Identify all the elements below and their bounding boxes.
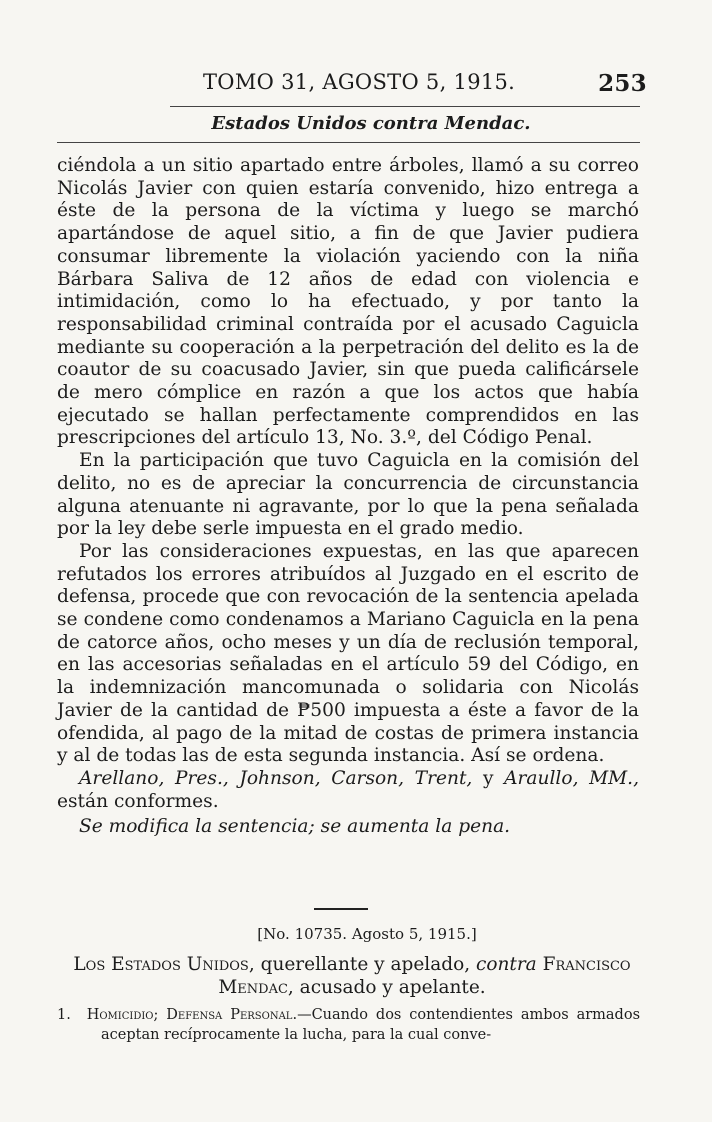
- opinion-text: [57, 155, 639, 839]
- syllabus-item-number: 1.: [57, 1007, 71, 1023]
- party-defendant: Francisco Mendac: [218, 954, 631, 998]
- judges-names: Arellano, Pres., Johnson, Carson, Trent,: [79, 767, 473, 789]
- judges-conjunction: y: [472, 767, 505, 789]
- syllabus-item: [57, 1005, 640, 1045]
- paragraph-3: Por las consideraciones expuestas, en las que aparecen refutados los errores atribuídos al Juzgado en el escrito de defensa, procede que con revocación de la sentencia apelada se condene como condenamos a Mariano Caguicla en la pena de catorce años, ocho meses y un día de reclusión temporal, en las accesorias señaladas en el artículo 59 del Código, en la indemnización mancomunada o solidaria con Nicolás Javier de la cantidad de ₱500 impuesta a éste a favor de la ofendida, al pago de la mitad de costas de primera instancia y al de todas las de esta segunda instancia. Así se ordena.: [57, 540, 639, 767]
- verdict-line: Se modifica la sentencia; se aumenta la pena.: [79, 816, 511, 838]
- party-plaintiff-role: , querellante y apelado,: [248, 954, 476, 975]
- syllabus: [57, 1005, 640, 1045]
- party-plaintiff: Los Estados Unidos: [73, 954, 249, 975]
- header-rule-top: [170, 106, 640, 107]
- contra-word: contra: [475, 954, 537, 975]
- case-parties: [57, 953, 647, 999]
- judges-tail: están conformes.: [57, 790, 219, 812]
- header-rule-bottom: [57, 142, 640, 143]
- page-number: 253: [598, 70, 647, 97]
- syllabus-text: —Cuando dos contendientes ambos armados aceptan recíprocamente la lucha, para la cual conve-: [101, 1007, 641, 1043]
- case-number-line: [No. 10735. Agosto 5, 1915.]: [257, 925, 477, 943]
- party-defendant-role: , acusado y apelante.: [287, 977, 486, 998]
- judges-line: [57, 768, 639, 813]
- case-title: Estados Unidos contra Mendac.: [211, 113, 531, 134]
- section-divider: [314, 908, 368, 910]
- running-title: TOMO 31, AGOSTO 5, 1915.: [203, 70, 516, 94]
- paragraph-1: ciéndola a un sitio apartado entre árboles, llamó a su correo Nicolás Javier con quien estaría convenido, hizo entrega a éste de la persona de la víctima y luego se marchó apartándose de aquel sitio, a fin de que Javier pudiera consumar libremente la violación yaciendo con la niña Bárbara Saliva de 12 años de edad con violencia e intimidación, como lo ha efectuado, y por tanto la responsabilidad criminal contraída por el acusado Caguicla mediante su cooperación a la perpetración del delito es la de coautor de su coacusado Javier, sin que pueda calificársele de mero cómplice en razón a que los actos que había ejecutado se hallan perfectamente comprendidos en las prescripciones del artículo 13, No. 3.º, del Código Penal.: [57, 155, 639, 449]
- syllabus-topic: Homicidio; Defensa Personal.: [86, 1007, 298, 1023]
- judges-last: Araullo, MM.,: [504, 767, 640, 789]
- paragraph-2: En la participación que tuvo Caguicla en la comisión del delito, no es de apreciar la concurrencia de circunstancia alguna atenuante ni agravante, por lo que la pena señalada por la ley debe serle impuesta en el grado medio.: [57, 450, 639, 540]
